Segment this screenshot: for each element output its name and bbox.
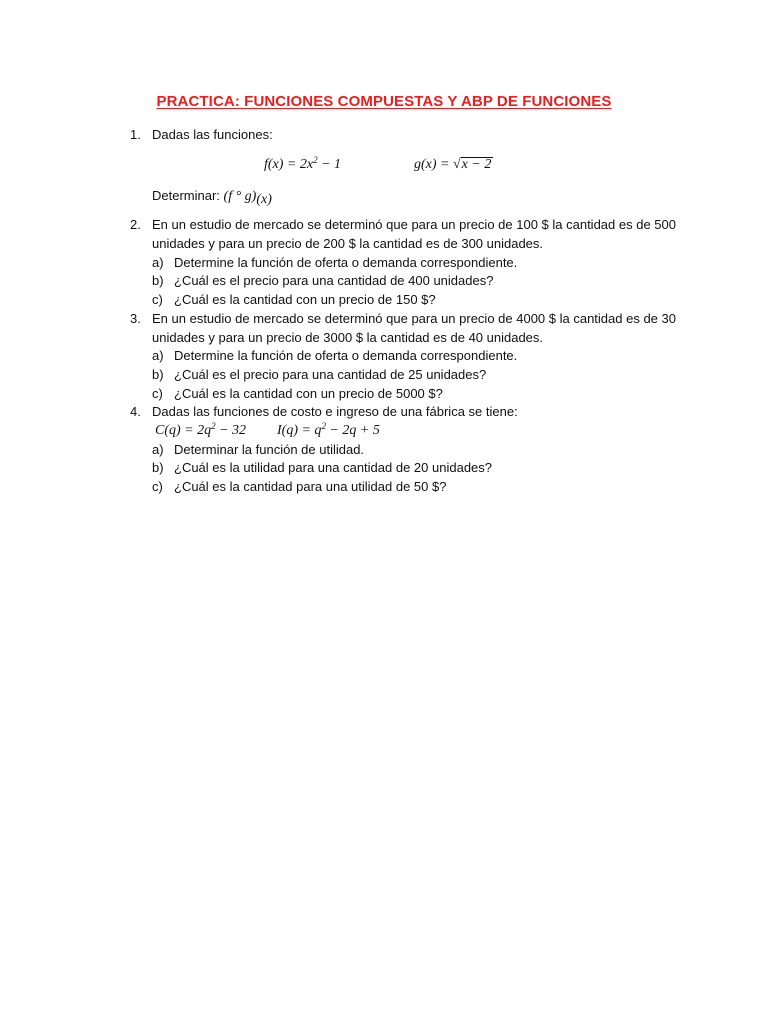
- q2-item-text: Determine la función de oferta o demanda correspondiente.: [174, 255, 518, 270]
- q4-item-text: ¿Cuál es la cantidad para una utilidad de 50 $?: [174, 479, 447, 494]
- q2-item-text: ¿Cuál es el precio para una cantidad de 400 unidades?: [174, 273, 494, 288]
- q1-f-exp: 2: [313, 155, 318, 165]
- q2-line2: unidades y para un precio de 200 $ la cantidad es de 300 unidades.: [152, 236, 544, 251]
- q1-f-rhs: − 1: [317, 157, 342, 172]
- q4-cost-formula: [155, 422, 246, 440]
- q4-item-label: b): [152, 460, 164, 475]
- q1-det-label: Determinar:: [152, 188, 224, 203]
- q1-f-lhs: f(x) = 2x: [264, 157, 314, 172]
- q1-f-formula: [264, 156, 341, 174]
- q3-number: 3.: [130, 311, 141, 326]
- q1-det-sub: (x): [256, 192, 272, 207]
- q3-item-text: ¿Cuál es el precio para una cantidad de 25 unidades?: [174, 367, 487, 382]
- q3-item-text: Determine la función de oferta o demanda correspondiente.: [174, 348, 518, 363]
- q4-c-exp: 2: [211, 421, 216, 431]
- q1-g-lhs: g(x) = √: [414, 157, 461, 172]
- q4-income-formula: [277, 422, 380, 440]
- q3-item-label: c): [152, 386, 163, 401]
- page-title: PRACTICA: FUNCIONES COMPUESTAS Y ABP DE FUNCIONES: [156, 93, 612, 110]
- q4-item-label: a): [152, 442, 164, 457]
- q1-g-radicand: x − 2: [461, 157, 492, 172]
- q3-item-text: ¿Cuál es la cantidad con un precio de 5000 $?: [174, 386, 443, 401]
- q4-c-rhs: − 32: [215, 423, 247, 438]
- q3-line1: En un estudio de mercado se determinó que para un precio de 4000 $ la cantidad es de 30: [152, 311, 676, 326]
- q2-line1: En un estudio de mercado se determinó que para un precio de 100 $ la cantidad es de 500: [152, 217, 676, 232]
- q1-det-expr: (f ° g): [223, 189, 257, 204]
- q4-number: 4.: [130, 404, 141, 419]
- q1-determinar: [152, 187, 272, 206]
- q4-i-exp: 2: [321, 421, 326, 431]
- q4-item-text: ¿Cuál es la utilidad para una cantidad de 20 unidades?: [174, 460, 493, 475]
- q4-i-lhs: I(q) = q: [277, 423, 322, 438]
- q3-item-label: b): [152, 367, 164, 382]
- q1-text: Dadas las funciones:: [152, 127, 273, 142]
- q4-c-lhs: C(q) = 2q: [155, 423, 212, 438]
- q4-line1: Dadas las funciones de costo e ingreso de una fábrica se tiene:: [152, 404, 518, 419]
- q2-item-text: ¿Cuál es la cantidad con un precio de 150 $?: [174, 292, 436, 307]
- q2-number: 2.: [130, 217, 141, 232]
- q3-item-label: a): [152, 348, 164, 363]
- q4-i-rhs: − 2q + 5: [325, 423, 380, 438]
- q4-item-text: Determinar la función de utilidad.: [174, 442, 365, 457]
- q1-g-formula: [414, 156, 493, 174]
- q2-item-label: a): [152, 255, 164, 270]
- q1-number: 1.: [130, 127, 141, 142]
- q4-item-label: c): [152, 479, 163, 494]
- q2-item-label: c): [152, 292, 163, 307]
- q3-line2: unidades y para un precio de 3000 $ la cantidad es de 40 unidades.: [152, 330, 544, 345]
- q2-item-label: b): [152, 273, 164, 288]
